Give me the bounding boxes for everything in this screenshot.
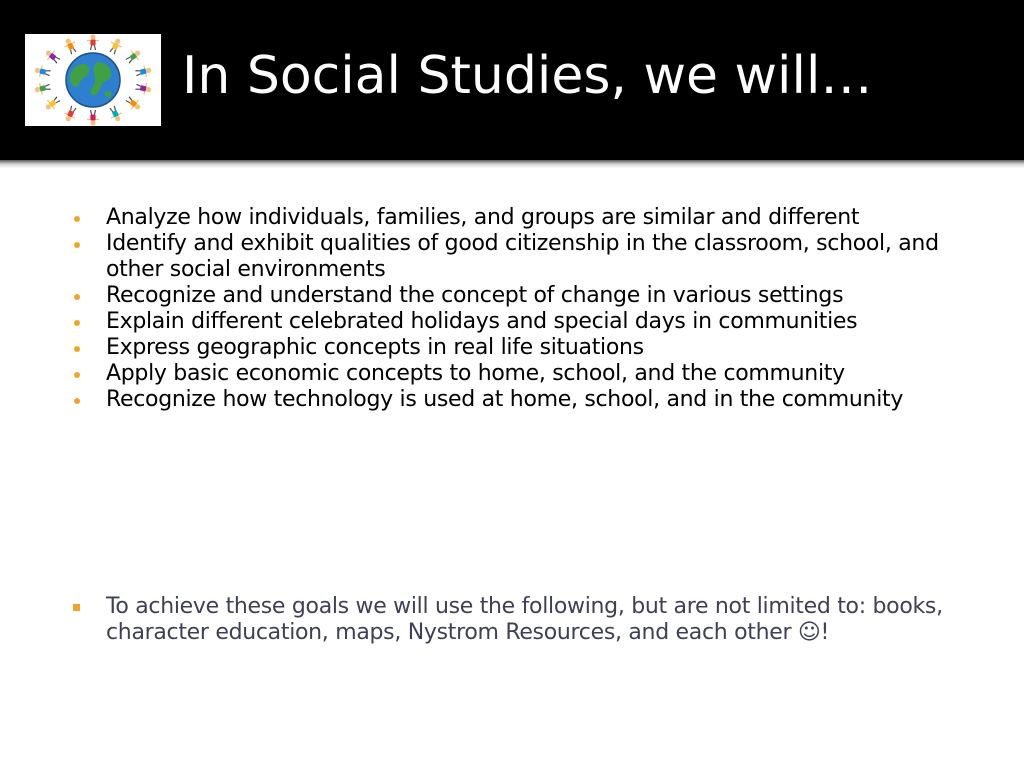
goals-list xyxy=(70,205,950,413)
goal-item xyxy=(70,309,950,335)
resources-note xyxy=(70,594,966,646)
goal-text: Explain different celebrated holidays and special days in communities xyxy=(106,309,858,334)
resources-note-text: To achieve these goals we will use the following, but are not limited to: books, character education, maps, Nystrom Resources, and each other ☺! xyxy=(106,594,943,645)
goal-item xyxy=(70,361,950,387)
goal-item xyxy=(70,231,950,283)
goal-item xyxy=(70,335,950,361)
bullet-dot-icon xyxy=(74,216,80,222)
slide-title: In Social Studies, we will… xyxy=(182,46,873,106)
title-bar xyxy=(0,0,1024,160)
goal-text: Recognize and understand the concept of change in various settings xyxy=(106,283,844,308)
globe-with-children-icon xyxy=(25,34,161,126)
goal-text: Express geographic concepts in real life situations xyxy=(106,335,644,360)
goal-item xyxy=(70,387,950,413)
goal-text: Identify and exhibit qualities of good citizenship in the classroom, school, and other social environments xyxy=(106,231,939,282)
bullet-square-icon xyxy=(73,604,80,611)
bullet-dot-icon xyxy=(74,294,80,300)
bullet-dot-icon xyxy=(74,346,80,352)
goal-text: Analyze how individuals, families, and groups are similar and different xyxy=(106,205,860,230)
bullet-dot-icon xyxy=(74,372,80,378)
bullet-dot-icon xyxy=(74,242,80,248)
bullet-dot-icon xyxy=(74,398,80,404)
goal-item xyxy=(70,205,950,231)
bullet-dot-icon xyxy=(74,320,80,326)
goal-text: Recognize how technology is used at home, school, and in the community xyxy=(106,387,904,412)
goal-text: Apply basic economic concepts to home, school, and the community xyxy=(106,361,845,386)
goal-item xyxy=(70,283,950,309)
header-divider xyxy=(0,160,1024,168)
